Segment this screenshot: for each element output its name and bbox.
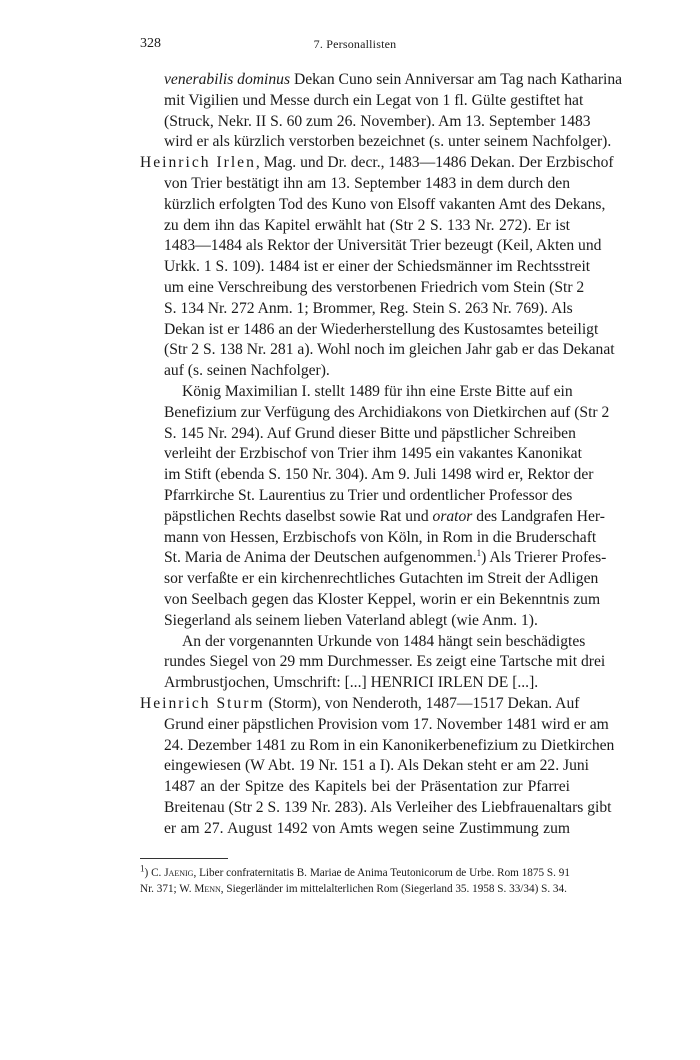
text-line: Pfarrkirche St. Laurentius zu Trier und ordentlicher Professor des <box>164 486 573 504</box>
text-line: mit Vigilien und Messe durch ein Legat von 1 fl. Gülte gestiftet hat <box>164 91 584 109</box>
text-line: (Struck, Nekr. II S. 60 zum 26. November). Am 13. September 1483 <box>164 112 591 130</box>
text-line: S. 134 Nr. 272 Anm. 1; Brommer, Reg. Stein S. 263 Nr. 769). Als <box>164 299 573 317</box>
text-line: verleiht der Erzbischof von Trier ihm 1495 ein vakantes Kanonikat <box>164 445 582 463</box>
text-line: Benefizium zur Verfügung des Archidiakons von Dietkirchen auf (Str 2 <box>164 403 610 421</box>
footnote-divider <box>140 858 228 859</box>
main-text <box>140 70 623 839</box>
text-line: auf (s. seinen Nachfolger). <box>164 362 330 380</box>
entry-heinrich-irlen <box>140 153 615 694</box>
text-run: ) C. <box>144 867 165 879</box>
text-line: Breitenau (Str 2 S. 139 Nr. 283). Als Verleiher des Liebfrauenaltars gibt <box>164 798 612 816</box>
text-line <box>140 507 605 528</box>
text-line: Dekan ist er 1486 an der Wiederherstellung des Kustosamtes beteiligt <box>164 320 599 338</box>
text-line: König Maximilian I. stellt 1489 für ihn eine Erste Bitte auf ein <box>182 382 573 400</box>
text-run: , Mag. und Dr. decr., 1483—1486 Dekan. Der Erzbischof <box>255 154 614 172</box>
footnote-ref: 1 <box>476 548 482 559</box>
text-line: wird er als kürzlich verstorben bezeichnet (s. unter seinem Nachfolger). <box>164 133 612 151</box>
entry-name: Heinrich Sturm <box>140 694 265 712</box>
text-line: S. 145 Nr. 294). Auf Grund dieser Bitte und päpstlicher Schreiben <box>164 424 576 442</box>
text-line <box>164 70 623 91</box>
text-line: Armbrustjochen, Umschrift: [...] HENRICI IRLEN DE [...]. <box>164 674 539 692</box>
page-header <box>140 36 570 56</box>
text-line: zu dem ihn das Kapitel erwählt hat (Str 2 S. 133 Nr. 272). Er ist <box>164 216 570 234</box>
text-line: 24. Dezember 1481 zu Rom in ein Kanonikerbenefizium zu Dietkirchen <box>164 736 615 754</box>
footnote <box>140 863 570 897</box>
text-line: rundes Siegel von 29 mm Durchmesser. Es zeigt eine Tartsche mit drei <box>164 653 606 671</box>
text-line: um eine Verschreibung des verstorbenen Friedrich vom Stein (Str 2 <box>164 278 585 296</box>
running-head: 7. Personallisten <box>313 37 397 51</box>
text-line: An der vorgenannten Urkunde von 1484 hängt sein beschädigtes <box>182 632 586 650</box>
text-line: Grund einer päpstlichen Provision vom 17. November 1481 wird er am <box>164 715 609 733</box>
italic-phrase: orator <box>432 507 473 525</box>
text-line: er am 27. August 1492 von Amts wegen seine Zustimmung zum <box>164 819 570 837</box>
text-line: sor verfaßte er ein kirchenrechtliches Gutachten im Streit der Adligen <box>164 570 599 588</box>
footnote-mark: 1 <box>140 863 145 874</box>
entry-name: Heinrich Irlen <box>140 154 256 172</box>
text-line: von Trier bestätigt ihn am 13. September 1483 in dem durch den <box>164 174 570 192</box>
entry-heinrich-sturm <box>140 694 615 840</box>
text-run: ) Als Trierer Profes- <box>481 549 607 567</box>
text-line <box>140 548 607 569</box>
text-run: St. Maria de Anima der Deutschen aufgenommen. <box>164 549 477 567</box>
text-line: Siegerland als seinem lieben Vaterland ablegt (wie Anm. 1). <box>164 611 538 629</box>
author-name: Jaenig <box>164 867 194 879</box>
entry-first-line <box>140 694 580 715</box>
text-run: päpstlichen Rechts daselbst sowie Rat und <box>164 507 433 525</box>
author-name: Menn <box>194 882 221 895</box>
italic-phrase: venerabilis dominus <box>164 71 291 88</box>
continuation-paragraph <box>140 70 623 153</box>
text-line: (Str 2 S. 138 Nr. 281 a). Wohl noch im gleichen Jahr gab er das Dekanat <box>164 341 615 359</box>
text-line: eingewiesen (W Abt. 19 Nr. 151 a I). Als Dekan steht er am 22. Juni <box>164 757 589 775</box>
text-run: , Liber confraternitatis B. Mariae de Anima Teutonicorum de Urbe. Rom 1875 S. 91 Nr. 371; W. <box>140 867 570 895</box>
entry-first-line <box>140 153 614 174</box>
text-run: des Landgrafen Her- <box>472 507 605 525</box>
text-run: Dekan Cuno sein Anniversar am Tag nach Katharina <box>290 71 623 88</box>
page-number: 328 <box>140 36 161 51</box>
text-line: Urkk. 1 S. 109). 1484 ist er einer der Schiedsmänner im Rechtsstreit <box>164 258 591 276</box>
text-line: von Seelbach gegen das Kloster Keppel, worin er ein Bekenntnis zum <box>164 590 601 608</box>
text-line: im Stift (ebenda S. 150 Nr. 304). Am 9. Juli 1498 wird er, Rektor der <box>164 466 594 484</box>
text-line: mann von Hessen, Erzbischofs von Köln, in Rom in die Bruderschaft <box>164 528 597 546</box>
text-run: (Storm), von Nenderoth, 1487—1517 Dekan. Auf <box>264 694 580 712</box>
text-line: 1483—1484 als Rektor der Universität Trier bezeugt (Keil, Akten und <box>164 237 602 255</box>
text-run: , Siegerländer im mittelalterlichen Rom (Siegerland 35. 1958 S. 33/34) S. 34. <box>220 882 567 895</box>
text-line: kürzlich erfolgten Tod des Kuno von Elsoff vakanten Amt des Dekans, <box>164 195 606 213</box>
text-line: 1487 an der Spitze des Kapitels bei der Präsentation zur Pfarrei <box>164 778 570 796</box>
